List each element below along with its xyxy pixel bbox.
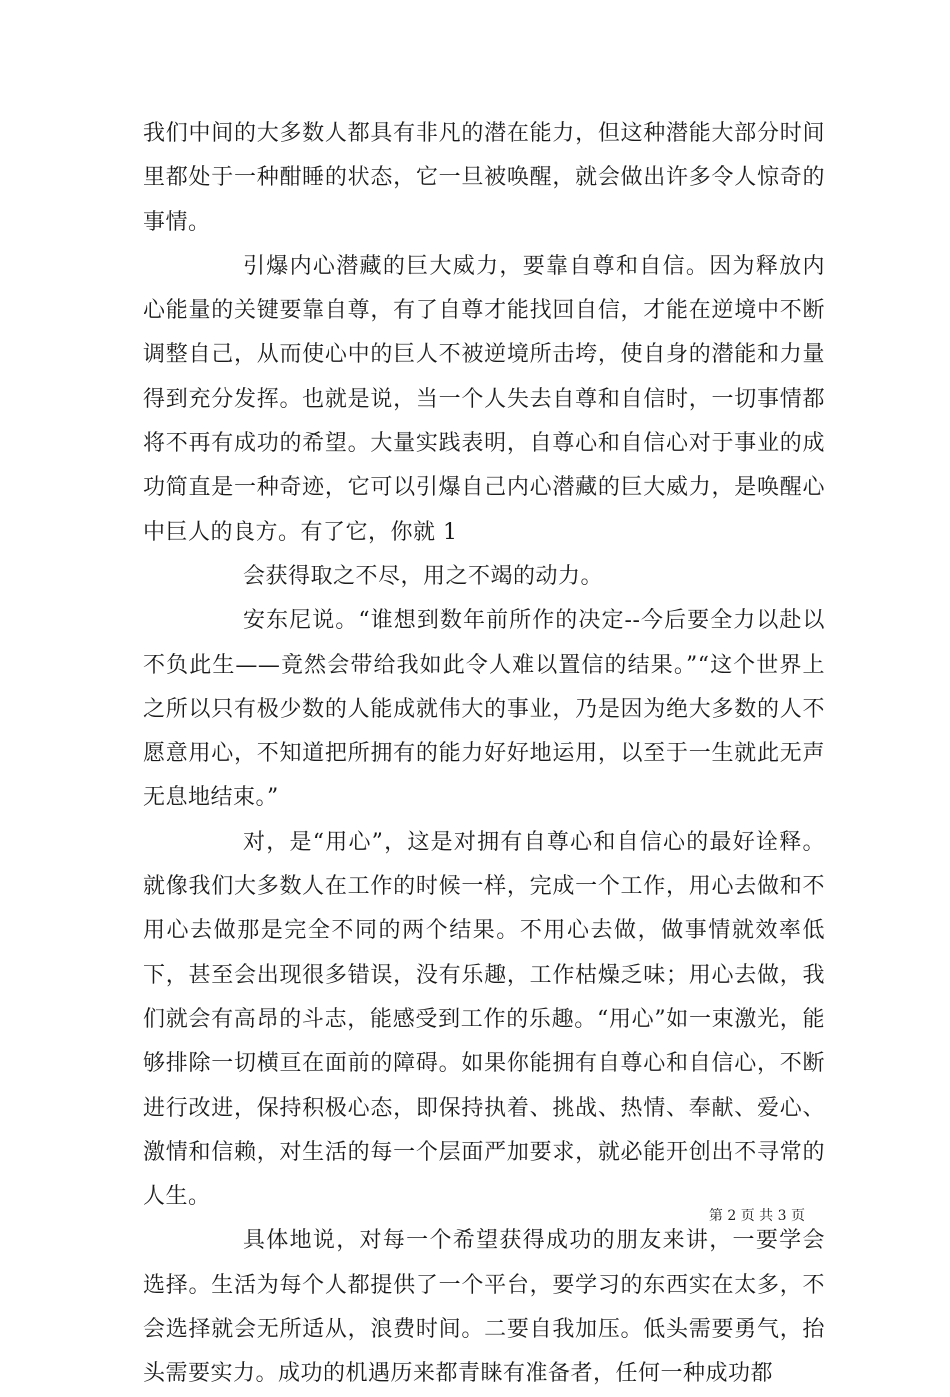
paragraph-5: 对，是“用心”，这是对拥有自尊心和自信心的最好诠释。就像我们大多数人在工作的时候一样，完成一个工作，用心去做和不用心去做那是完全不同的两个结果。不用心去做，做事情就效率低下，甚至会出现很多错误，没有乐趣，工作枯燥乏味；用心去做，我们就会有高昂的斗志，能感受到工作的乐趣。“用心”如一束激光，能够排除一切横亘在面前的障碍。如果你能拥有自尊心和自信心，不断进行改进，保持积极心态，即保持执着、挑战、热情、奉献、爱心、激情和信赖，对生活的每一个层面严加要求，就必能开创出不寻常的人生。 [143, 829, 825, 1210]
paragraph-2: 引爆内心潜藏的巨大威力，要靠自尊和自信。因为释放内心能量的关键要靠自尊，有了自尊才能找回自信，才能在逆境中不断调整自己，从而使心中的巨人不被逆境所击垮，使自身的潜能和力量得到充分发挥。也就是说，当一个人失去自尊和自信时，一切事情都将不再有成功的希望。大量实践表明，自尊心和自信心对于事业的成功简直是一种奇迹，它可以引爆自己内心潜藏的巨大威力，是唤醒心中巨人的良方。有了它，你就 1 [143, 253, 825, 545]
paragraph-6: 具体地说，对每一个希望获得成功的朋友来讲，一要学会选择。生活为每个人都提供了一个平台，要学习的东西实在太多，不会选择就会无所适从，浪费时间。二要自我加压。低头需要勇气，抬头需要实力。成功的机遇历来都青睐有准备者，任何一种成功都 [143, 1228, 825, 1387]
paragraph-3: 会获得取之不尽，用之不竭的动力。 [243, 563, 604, 589]
paragraph-4: 安东尼说。“谁想到数年前所作的决定--今后要全力以赴以不负此生——竟然会带给我如此令人难以置信的结果。”“这个世界上之所以只有极少数的人能成就伟大的事业，乃是因为绝大多数的人不愿意用心，不知道把所拥有的能力好好地运用，以至于一生就此无声无息地结束。” [143, 608, 825, 811]
paragraph-1: 我们中间的大多数人都具有非凡的潜在能力，但这种潜能大部分时间里都处于一种酣睡的状态，它一旦被唤醒，就会做出许多令人惊奇的事情。 [143, 121, 825, 235]
page-number-footer: 第 2 页 共 3 页 [708, 1208, 805, 1224]
document-body [143, 112, 825, 1397]
